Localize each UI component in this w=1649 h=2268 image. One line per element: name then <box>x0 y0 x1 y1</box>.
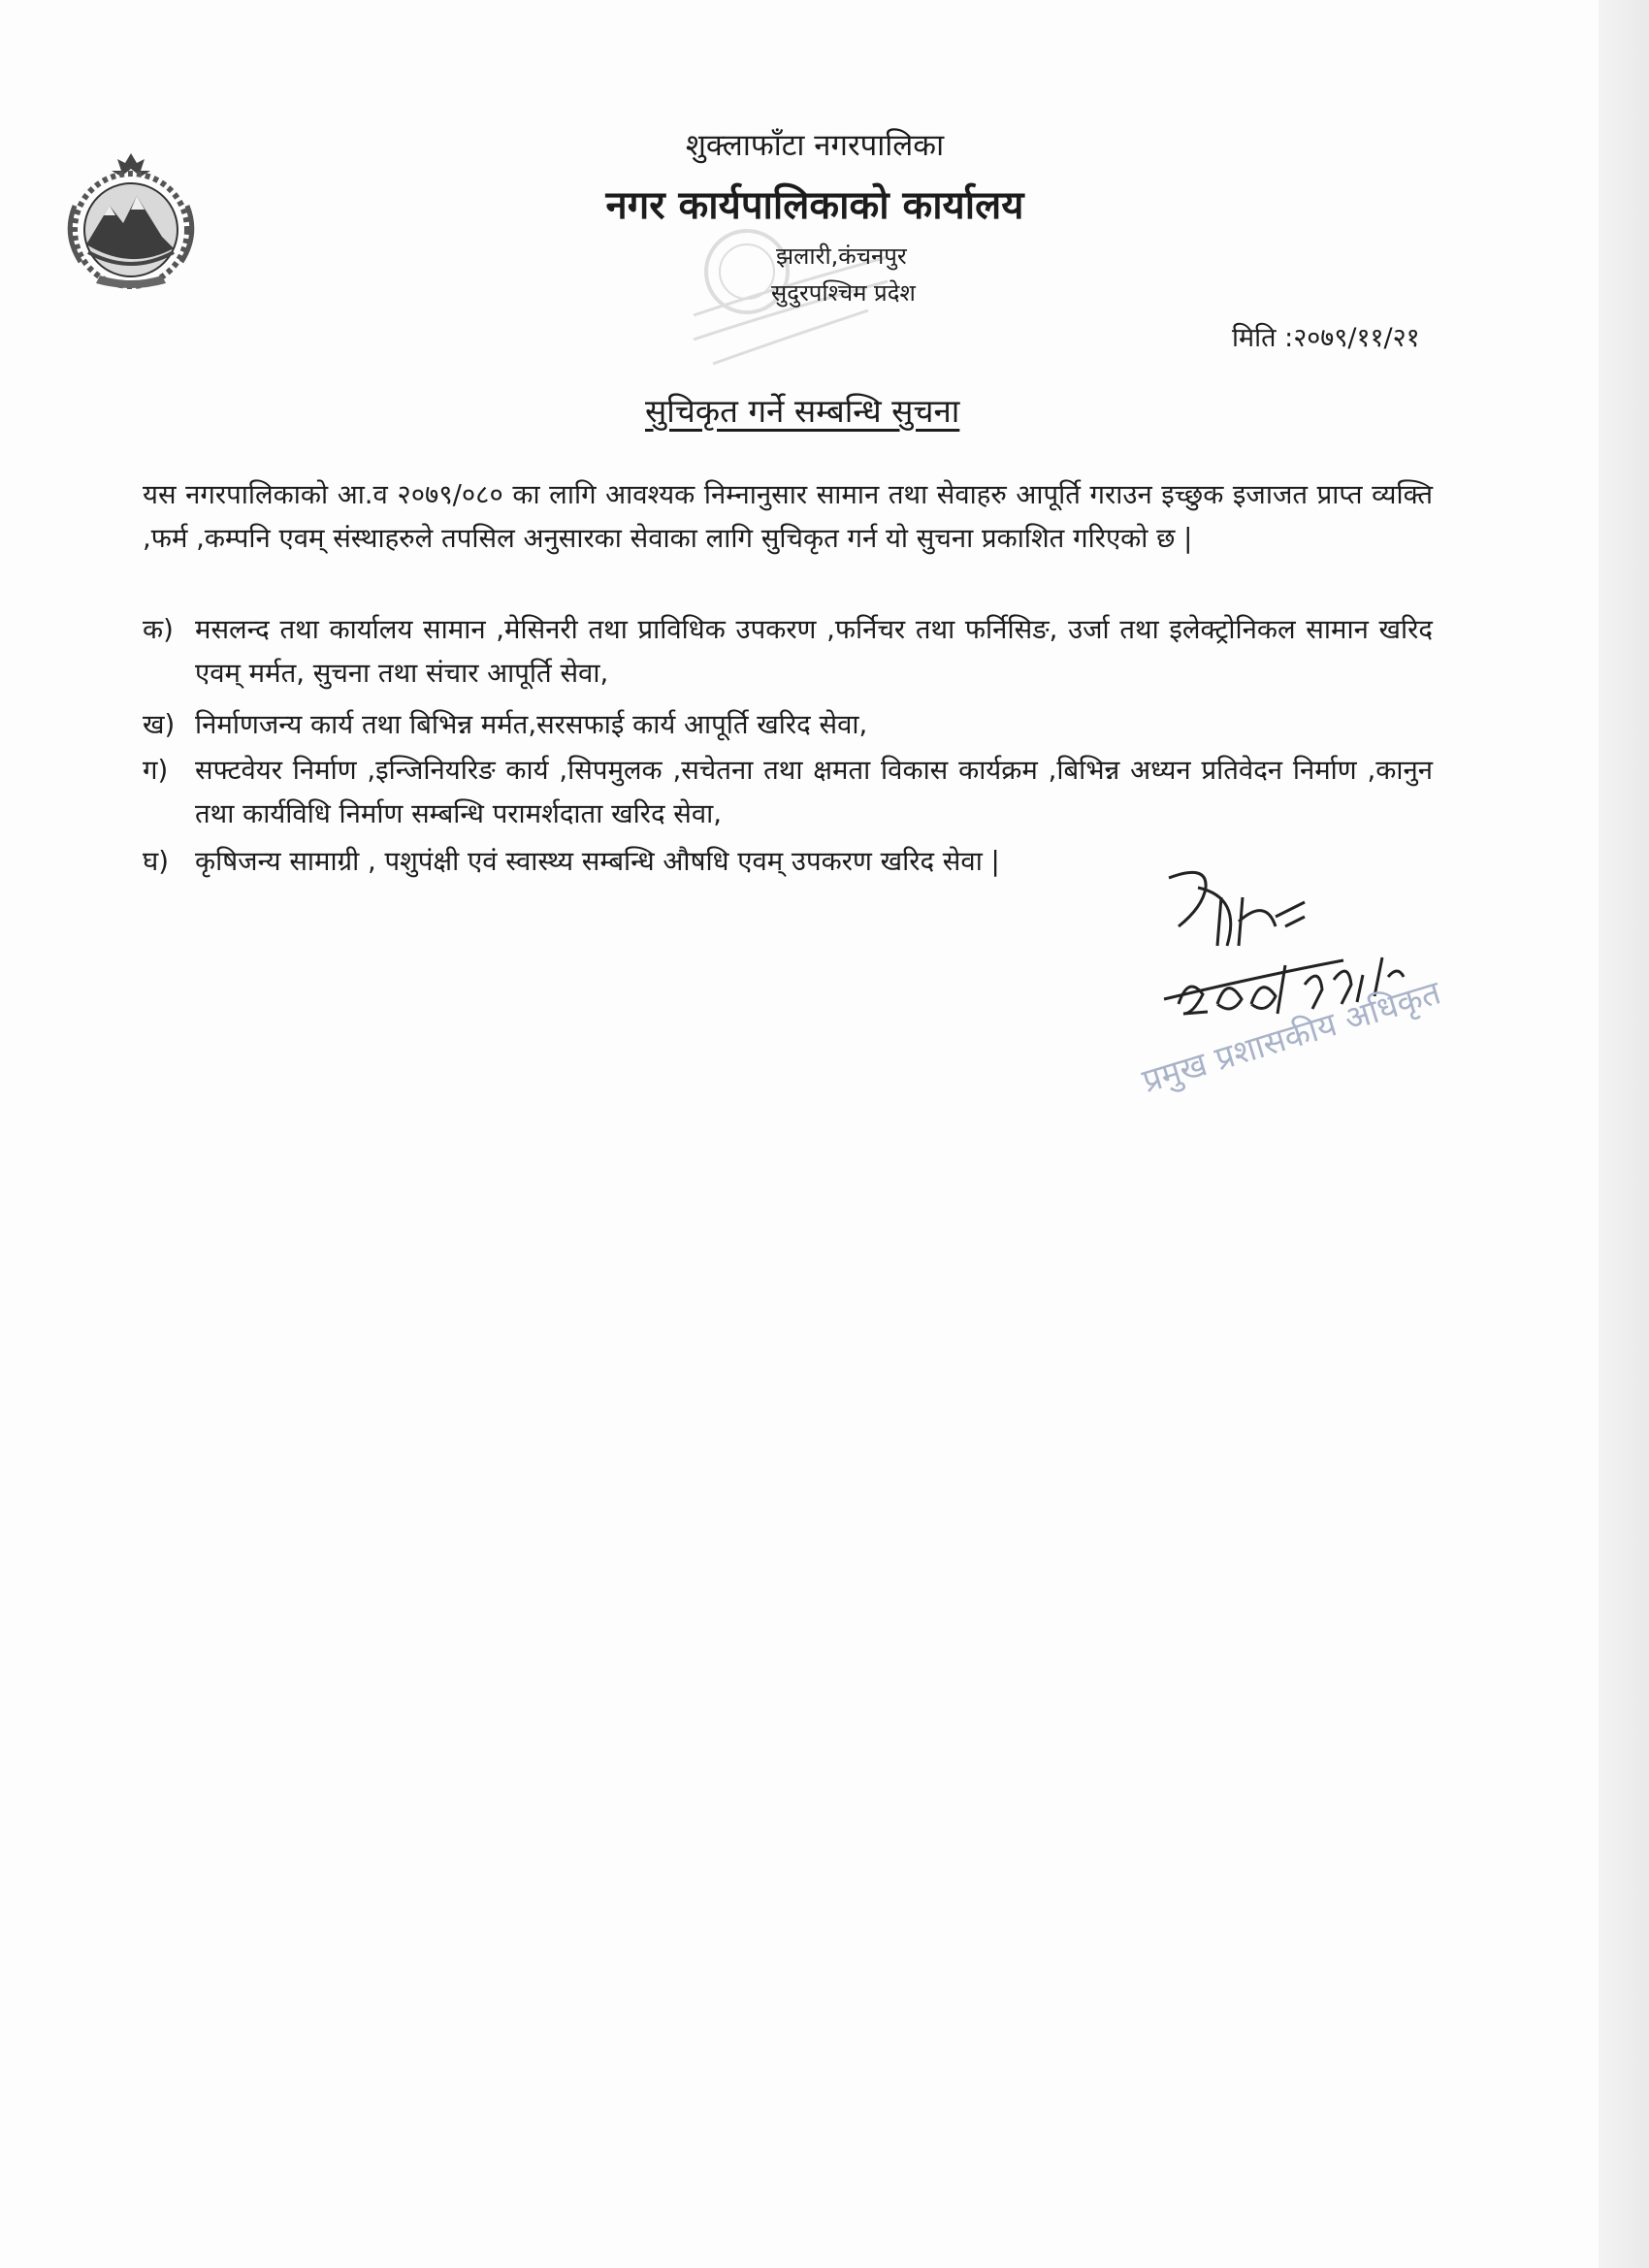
notice-body: यस नगरपालिकाको आ.व २०७९/०८० का लागि आवश्यक निम्नानुसार सामान तथा सेवाहरु आपूर्ति गराउन इच्छुक इजाजत प्राप्त व्यक्ति ,फर्म ,कम्पनि एवम् संस्थाहरुले तपसिल अनुसारका सेवाका लागि सुचिकृत गर्न यो सुचना प्रकाशित गरिएको छ | <box>143 479 1433 554</box>
list-item-text: मसलन्द तथा कार्यालय सामान ,मेसिनरी तथा प्राविधिक उपकरण ,फर्निचर तथा फर्निसिङ, उर्जा तथा इलेक्ट्रोनिकल सामान खरिद एवम् मर्मत, सुचना तथा संचार आपूर्ति सेवा, <box>195 614 1433 689</box>
list-item-marker: क) <box>143 614 174 645</box>
office-address: झलारी,कंचनपुर <box>776 243 907 270</box>
scan-edge <box>1599 0 1649 2268</box>
list-item <box>143 703 1433 747</box>
list-item-text: कृषिजन्य सामाग्री , पशुपंक्षी एवं स्वास्थ्य सम्बन्धि औषधि एवम् उपकरण खरिद सेवा | <box>195 846 1000 877</box>
list-item <box>143 608 1433 696</box>
list-item-marker: घ) <box>143 846 169 877</box>
list-item-marker: ख) <box>143 709 176 740</box>
list-item-text: निर्माणजन्य कार्य तथा बिभिन्न मर्मत,सरसफाई कार्य आपूर्ति खरिद सेवा, <box>195 709 868 740</box>
list-item-text: सफ्टवेयर निर्माण ,इन्जिनियरिङ कार्य ,सिपमुलक ,सचेतना तथा क्षमता विकास कार्यक्रम ,बिभिन्न अध्यन प्रतिवेदन निर्माण ,कानुन तथा कार्यविधि निर्माण सम्बन्धि परामर्शदाता खरिद सेवा, <box>195 755 1433 829</box>
nepal-emblem-icon <box>53 147 209 303</box>
notice-date: मिति :२०७९/११/२१ <box>1232 323 1420 353</box>
province-name: सुदुरपश्चिम प्रदेश <box>771 279 916 307</box>
office-name: नगर कार्यपालिकाको कार्यालय <box>605 183 1024 228</box>
list-item-marker: ग) <box>143 755 169 786</box>
designation-stamp: प्रमुख प्रशासकीय अधिकृत <box>1138 973 1445 1102</box>
municipality-name: शुक्लाफाँटा नगरपालिका <box>685 128 945 163</box>
list-item <box>143 749 1433 836</box>
notice-title: सुचिकृत गर्ने सम्बन्धि सुचना <box>645 392 960 430</box>
